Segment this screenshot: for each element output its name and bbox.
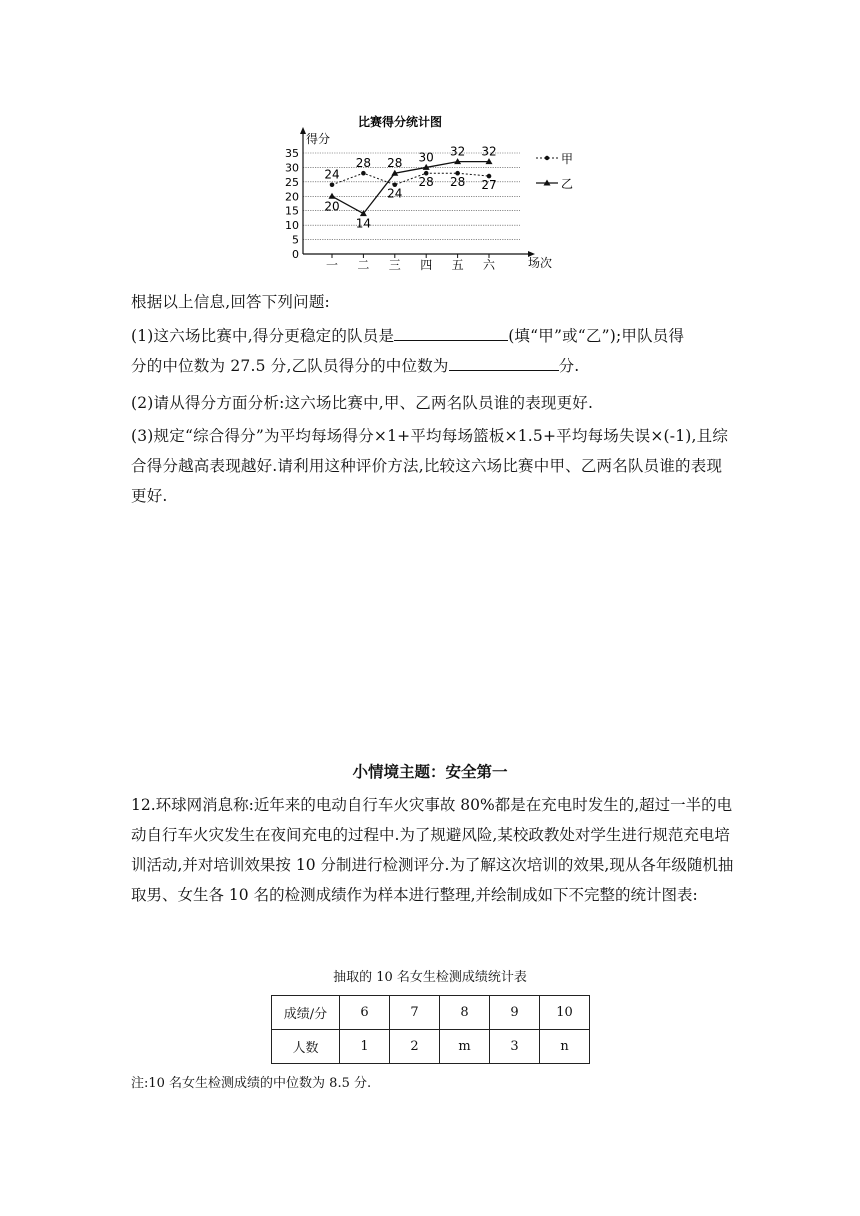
y-tick-label: 5 [292,233,299,247]
data-label-jia: 28 [355,156,372,171]
question-12: 12.环球网消息称:近年来的电动自行车火灾事故 80%都是在充电时发生的,超过一半的电动自行车火灾发生在夜间充电的过程中.为了规避风险,某校政教处对学生进行规范充电培训活动,并对培训效果按 10 分制进行检测评分.为了解这次培训的效果,现从各年级随机抽取男、女生各 10 名的检测成绩作为样本进行整理,并绘制成如下不完整的统计图表: [131,796,734,904]
data-label-jia: 28 [418,175,434,190]
data-label-jia: 24 [324,167,340,182]
table-cell: n [540,1030,590,1064]
y-tick-label: 10 [285,219,299,233]
y-tick-label: 25 [285,175,299,189]
data-label-yi: 28 [387,156,403,171]
y-tick-label: 35 [285,147,299,160]
intro-text: 根据以上信息,回答下列问题: [131,293,330,311]
table-header-cell: 人数 [272,1030,340,1064]
legend [536,152,573,191]
table-cell: 7 [390,996,440,1030]
table-header-cell: 成绩/分 [272,996,340,1030]
y-axis-arrow [300,127,306,134]
q1-blank-2[interactable] [449,352,559,371]
table-caption: 抽取的 10 名女生检测成绩统计表 [333,970,527,985]
y-tick-label: 0 [292,248,299,261]
table-row [272,996,590,1030]
x-axis-label: 场次 [528,256,553,270]
question-3: (3)规定“综合得分”为平均每场得分×1+平均每场篮板×1.5+平均每场失误×(-1),且综合得分越高表现越好.请利用这种评价方法,比较这六场比赛中甲、乙两名队员谁的表现更好. [131,427,729,505]
data-label-yi: 20 [324,199,340,214]
x-tick-label: 二 [357,258,370,272]
table-cell: 9 [490,996,540,1030]
legend-label-jia: 甲 [561,152,574,166]
q1-part-b: (填“甲”或“乙”);甲队员得 [508,327,685,345]
section-title: 小情境主题：安全第一 [352,763,508,781]
data-label-jia: 27 [481,178,497,193]
data-label-yi: 14 [355,216,372,231]
data-label-yi: 32 [449,144,466,159]
chart-title: 比赛得分统计图 [357,115,443,129]
table-row [272,1030,590,1064]
data-label-jia: 24 [387,186,403,201]
q1-part-d: 分. [558,357,580,375]
table-cell: 3 [490,1030,540,1064]
data-label-yi: 32 [481,144,497,159]
data-point-jia [330,182,335,187]
score-line-chart [270,112,574,277]
y-tick-label: 20 [285,190,299,204]
question-2: (2)请从得分方面分析:这六场比赛中,甲、乙两名队员谁的表现更好. [131,394,594,412]
chart-canvas [270,112,574,277]
x-tick-label: 六 [482,258,496,272]
score-table [271,995,590,1064]
x-tick-label: 四 [420,258,433,272]
x-tick-label: 三 [388,258,401,272]
legend-marker-jia [545,156,549,160]
data-point-jia [361,171,366,176]
y-tick-label: 30 [285,161,299,175]
series-line-jia [332,173,489,185]
q1-blank-1[interactable] [394,322,508,341]
y-axis-label: 得分 [306,132,331,146]
x-tick-label: 一 [325,258,339,272]
question-1 [131,321,731,381]
table-cell: 1 [340,1030,390,1064]
data-label-jia: 28 [449,175,466,190]
q1-part-c: 分的中位数为 27.5 分,乙队员得分的中位数为 [131,357,449,375]
table-cell: m [440,1030,490,1064]
q1-part-a: (1)这六场比赛中,得分更稳定的队员是 [131,327,395,345]
y-tick-label: 15 [285,204,299,218]
x-tick-label: 五 [451,258,464,272]
table-cell: 8 [440,996,490,1030]
data-point-yi [329,193,336,199]
data-label-yi: 30 [418,150,434,165]
table-cell: 10 [540,996,590,1030]
table-cell: 2 [390,1030,440,1064]
table-cell: 6 [340,996,390,1030]
legend-label-yi: 乙 [561,177,574,191]
table-note: 注:10 名女生检测成绩的中位数为 8.5 分. [131,1076,372,1091]
